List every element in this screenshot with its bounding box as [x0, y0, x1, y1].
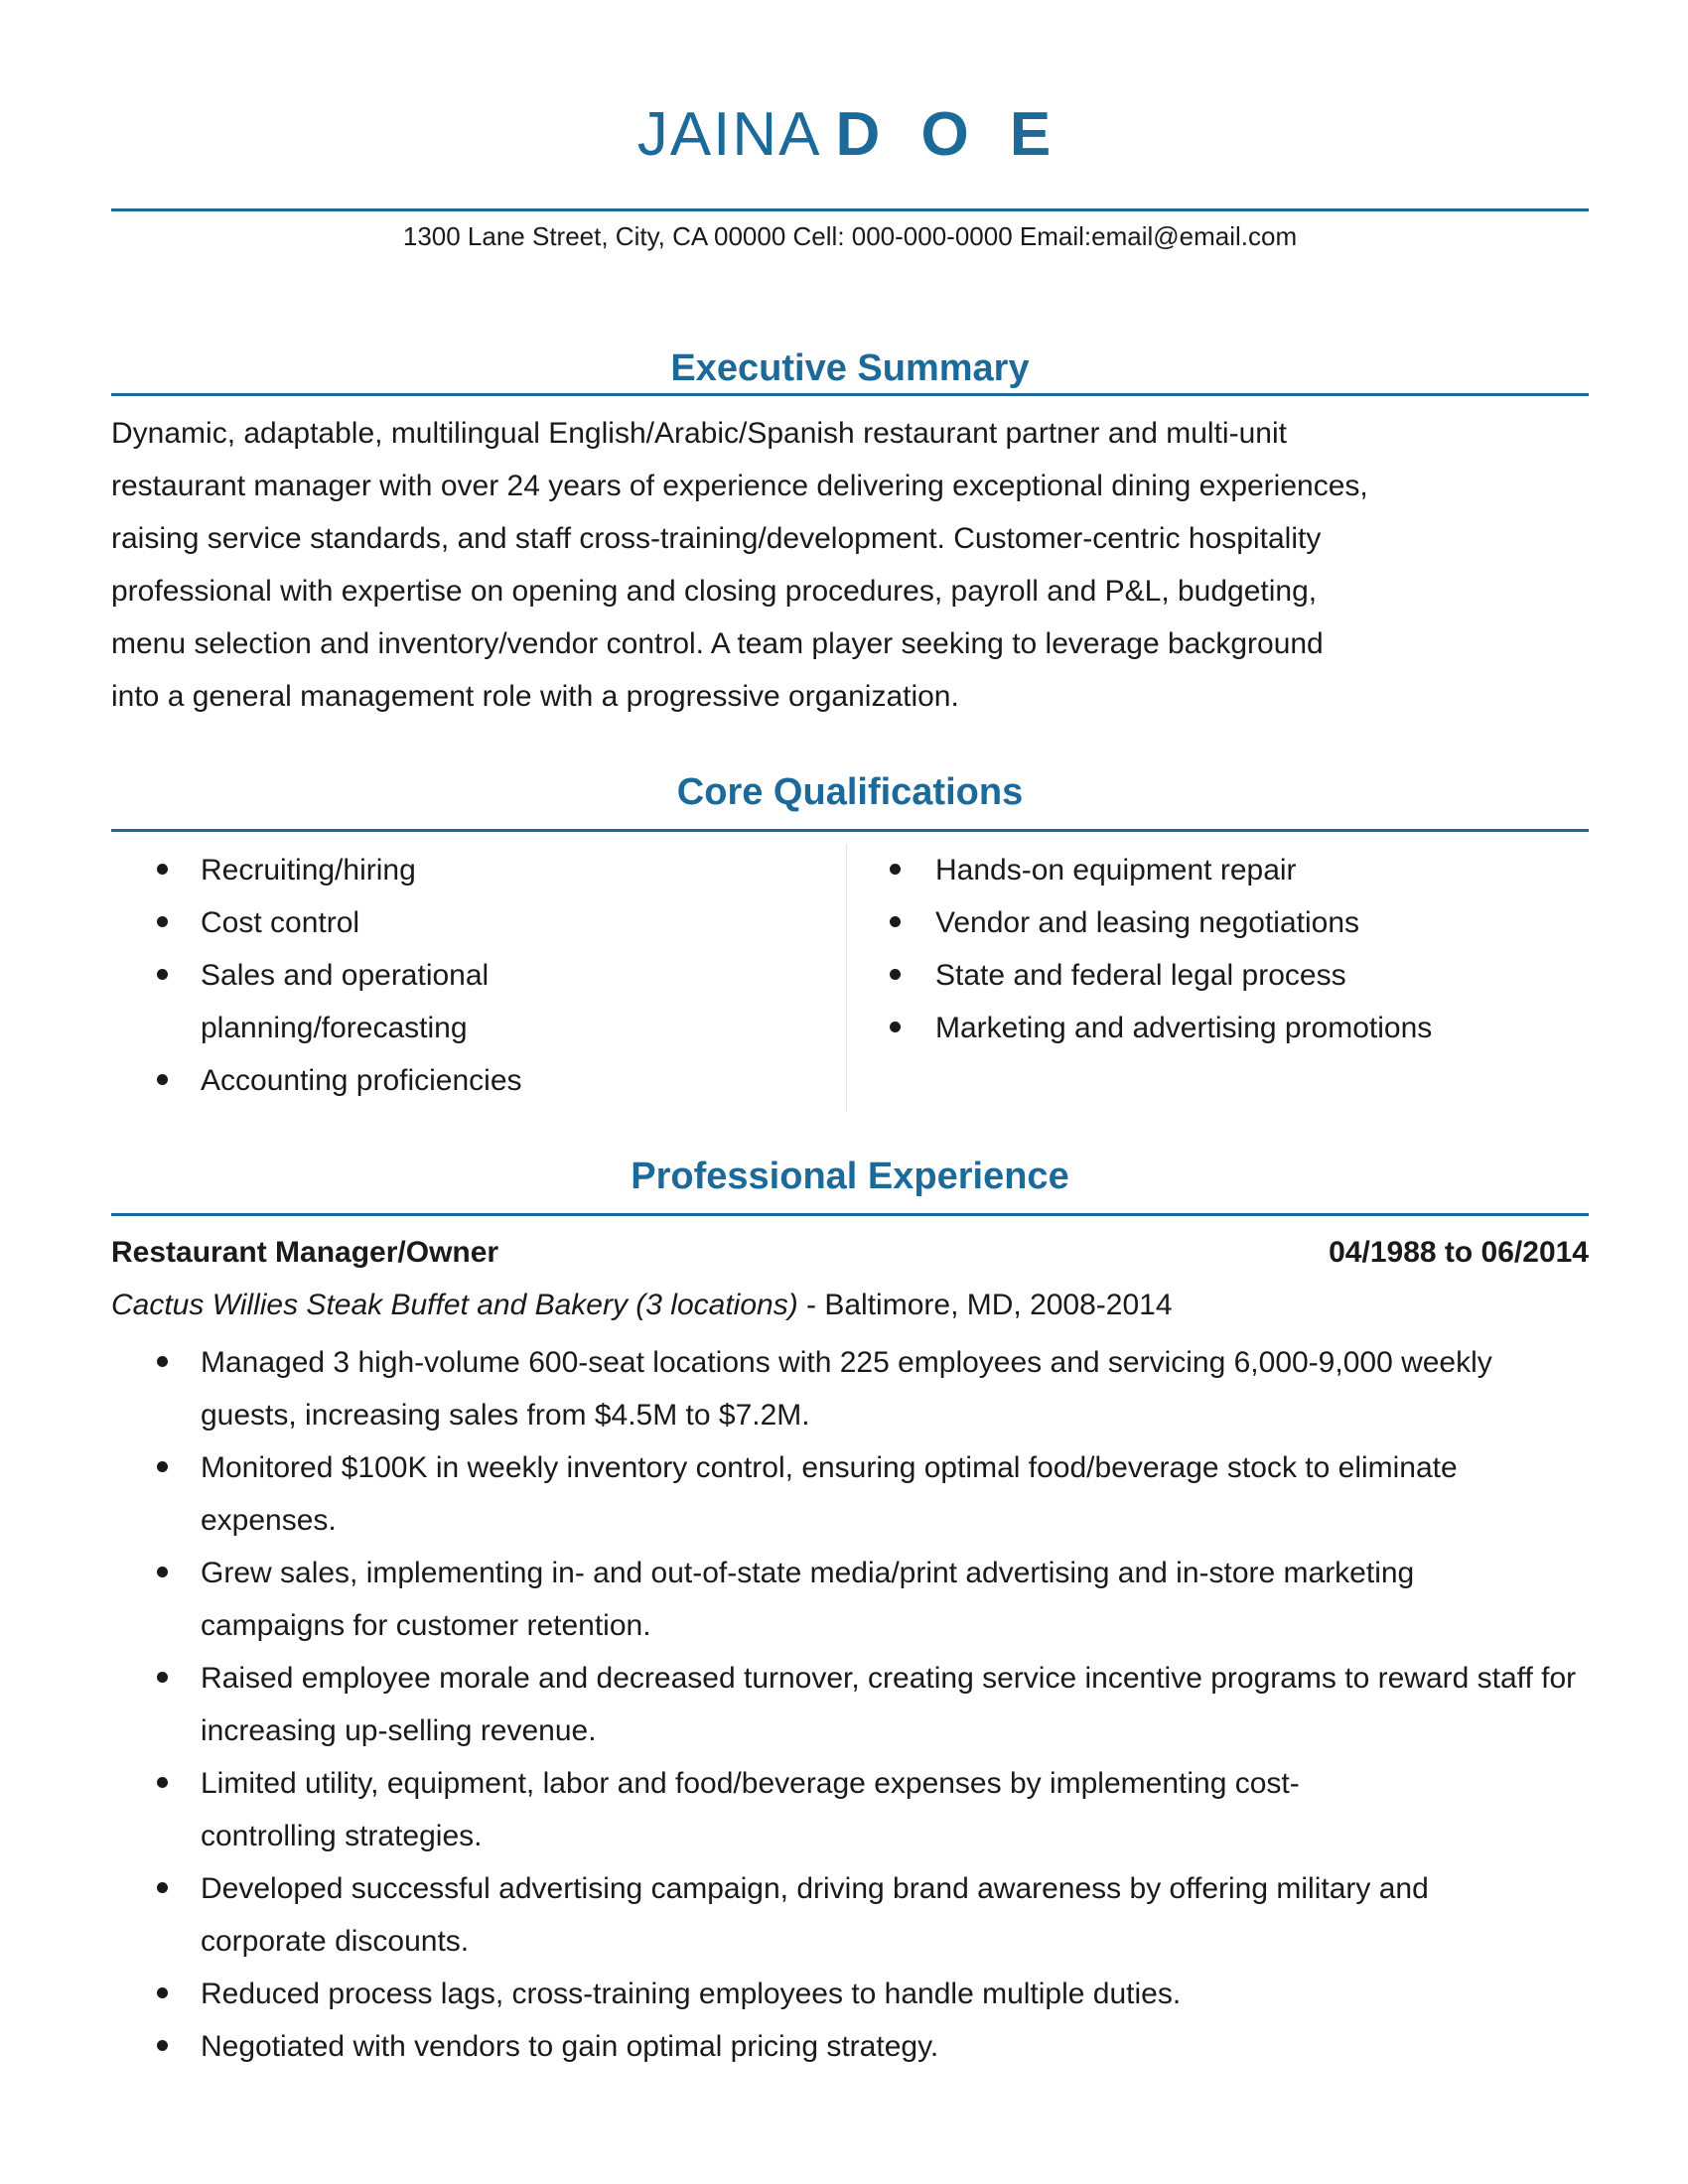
qualification-item: State and federal legal process: [733, 949, 1589, 1002]
qualification-item: Recruiting/hiring: [111, 844, 846, 896]
duty-item: Limited utility, equipment, labor and food/beverage expenses by implementing cost-controlling strategies.: [111, 1757, 1589, 1862]
summary-rule: [111, 393, 1589, 396]
summary-line: raising service standards, and staff cross-training/development. Customer-centric hospitality: [111, 522, 1322, 555]
bullet-icon: [157, 916, 168, 927]
bullet-icon: [157, 1356, 168, 1367]
qualifications-grid: [111, 844, 1589, 1112]
bullet-icon: [890, 916, 901, 927]
experience-rule: [111, 1213, 1589, 1216]
qualification-item: Hands-on equipment repair: [733, 844, 1589, 896]
summary-line: professional with expertise on opening and closing procedures, payroll and P&L, budgeting,: [111, 575, 1318, 608]
bullet-icon: [157, 2040, 168, 2051]
job-duties: [111, 1336, 1589, 2073]
bullet-icon: [157, 1461, 168, 1472]
summary-line: Dynamic, adaptable, multilingual English/Arabic/Spanish restaurant partner and multi-unit: [111, 417, 1287, 450]
last-name: D O E: [835, 100, 1063, 169]
employer-line: [111, 1286, 1589, 1325]
job-title: Restaurant Manager/Owner: [111, 1236, 499, 1269]
job-location: - Baltimore, MD, 2008-2014: [797, 1289, 1173, 1321]
duty-item: Grew sales, implementing in- and out-of-state media/print advertising and in-store marketing campaigns for customer retention.: [111, 1547, 1589, 1652]
header-rule: [111, 208, 1589, 211]
experience-heading: Professional Experience: [631, 1156, 1069, 1197]
qualification-item: Marketing and advertising promotions: [733, 1002, 1589, 1054]
qualification-item: Accounting proficiencies: [111, 1054, 846, 1107]
job-dates: 04/1988 to 06/2014: [1329, 1236, 1589, 1269]
qualification-item: Vendor and leasing negotiations: [733, 896, 1589, 949]
contact-line: 1300 Lane Street, City, CA 00000 Cell: 000-000-0000 Email:email@email.com: [402, 221, 1298, 251]
bullet-icon: [157, 1567, 168, 1577]
bullet-icon: [157, 1777, 168, 1788]
bullet-icon: [157, 969, 168, 980]
duty-item: Negotiated with vendors to gain optimal pricing strategy.: [111, 2020, 1589, 2073]
qualifications-rule: [111, 829, 1589, 832]
summary-line: menu selection and inventory/vendor control. A team player seeking to leverage background: [111, 627, 1324, 660]
candidate-name: [111, 99, 1589, 171]
bullet-icon: [890, 864, 901, 875]
bullet-icon: [157, 1987, 168, 1998]
bullet-icon: [157, 1074, 168, 1085]
duty-item: Raised employee morale and decreased turnover, creating service incentive programs to reward staff for increasing up-selling revenue.: [111, 1652, 1589, 1757]
duty-item: Reduced process lags, cross-training employees to handle multiple duties.: [111, 1968, 1589, 2020]
summary-line: into a general management role with a progressive organization.: [111, 680, 959, 713]
duty-item: Monitored $100K in weekly inventory control, ensuring optimal food/beverage stock to eliminate expenses.: [111, 1441, 1589, 1547]
bullet-icon: [890, 1022, 901, 1032]
bullet-icon: [157, 1882, 168, 1893]
summary-line: restaurant manager with over 24 years of experience delivering exceptional dining experiences,: [111, 470, 1368, 502]
company-name: Cactus Willies Steak Buffet and Bakery (3 locations): [111, 1289, 798, 1321]
bullet-icon: [157, 1672, 168, 1683]
duty-item: Developed successful advertising campaign, driving brand awareness by offering military and corporate discounts.: [111, 1862, 1589, 1968]
qualifications-right-column: [846, 844, 1589, 1054]
bullet-icon: [157, 864, 168, 875]
first-name: JAINA: [636, 100, 822, 169]
summary-text: [111, 407, 1589, 723]
bullet-icon: [890, 969, 901, 980]
summary-heading: Executive Summary: [670, 347, 1030, 389]
qualification-item: Sales and operational planning/forecasting: [111, 949, 667, 1054]
qualification-item: Cost control: [111, 896, 846, 949]
qualifications-heading: Core Qualifications: [676, 771, 1024, 813]
duty-item: Managed 3 high-volume 600-seat locations with 225 employees and servicing 6,000-9,000 weekly guests, increasing sales from $4.5M to $7.2M.: [111, 1336, 1589, 1441]
